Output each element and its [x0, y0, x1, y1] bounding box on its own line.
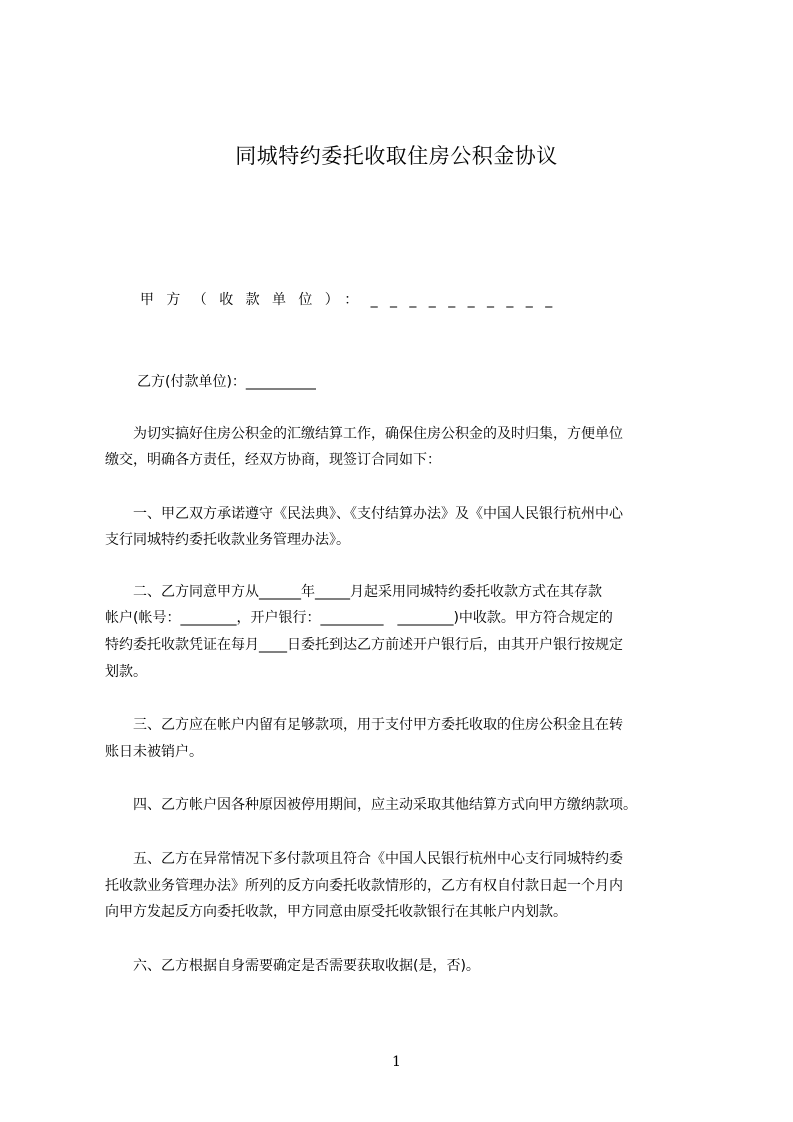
clause-3-line-2: 账日未被销户。: [105, 744, 203, 760]
intro-line-1: 为切实搞好住房公积金的汇缴结算工作，确保住房公积金的及时归集，方便单位: [105, 426, 623, 442]
clause-1-line-1: 一、甲乙双方承诺遵守《民法典》、《支付结算办法》及《中国人民银行杭州中心: [105, 506, 623, 522]
clause-2-line-4: 划款。: [105, 664, 147, 680]
clause-5-line-2: 托收款业务管理办法》所列的反方向委托收款情形的，乙方有权自付款日起一个月内: [105, 878, 623, 894]
party-b-line: 乙方(付款单位)：__________: [137, 374, 316, 390]
clause-2-line-3: 特约委托收款凭证在每月____日委托到达乙方前述开户银行后，由其开户银行按规定: [105, 637, 623, 653]
party-a-line: 甲方（收款单位）：__________: [140, 292, 565, 308]
clause-2-line-2: 帐户(帐号：________，开户银行：_________ ________)中收款。甲方符合规定的: [105, 610, 613, 626]
document-title: 同城特约委托收取住房公积金协议: [235, 144, 558, 168]
clause-4-line-1: 四、乙方帐户因各种原因被停用期间，应主动采取其他结算方式向甲方缴纳款项。: [105, 797, 637, 813]
clause-5-line-3: 向甲方发起反方向委托收款，甲方同意由原受托收款银行在其帐户内划款。: [105, 904, 567, 920]
page-number: 1: [392, 1054, 401, 1070]
clause-1-line-2: 支行同城特约委托收款业务管理办法》。: [105, 532, 350, 548]
clause-3-line-1: 三、乙方应在帐户内留有足够款项，用于支付甲方委托收取的住房公积金且在转: [105, 717, 623, 733]
clause-6-line-1: 六、乙方根据自身需要确定是否需要获取收据(是，否)。: [105, 958, 480, 974]
clause-5-line-1: 五、乙方在异常情况下多付款项且符合《中国人民银行杭州中心支行同城特约委: [105, 851, 623, 867]
clause-2-line-1: 二、乙方同意甲方从______年_____月起采用同城特约委托收款方式在其存款: [105, 584, 602, 600]
intro-line-2: 缴交，明确各方责任，经双方协商，现签订合同如下：: [105, 452, 441, 468]
